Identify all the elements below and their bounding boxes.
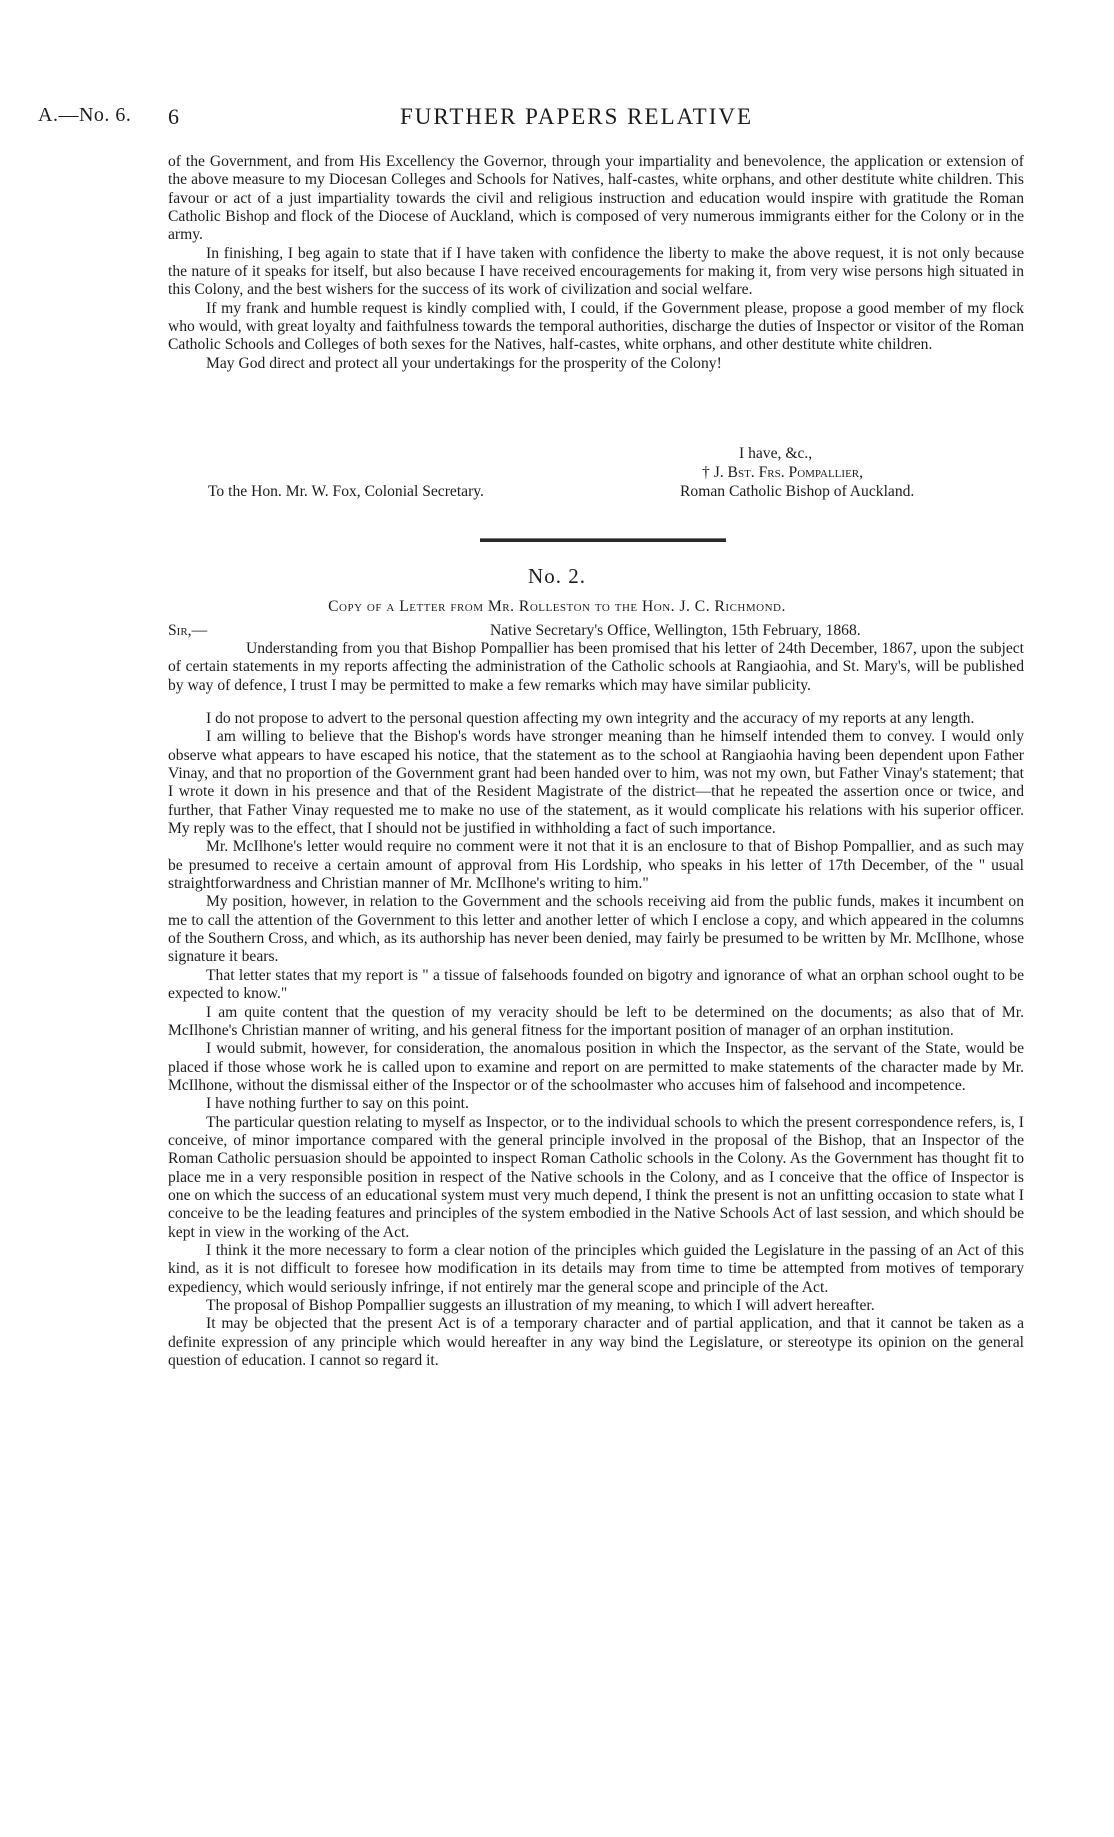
paragraph: My position, however, in relation to the Government and the schools receiving aid from the public funds, makes it incumbent on me to call the attention of the Government to this letter and another letter of which I enclose a copy, and which appeared in the columns of the Southern Cross, and which, as its authorship has never been denied, may fairly be presumed to be written by Mr. McIlhone, whose signature it bears.: [168, 893, 1024, 966]
paragraph: Understanding from you that Bishop Pompallier has been promised that his letter of 24th December, 1867, upon the subject of certain statements in my reports affecting the administration of the Catholic schools at Rangiaohia, and St. Mary's, will be published by way of defence, I trust I may be permitted to make a few remarks which may have similar publicity.: [168, 640, 1024, 694]
section-divider: [480, 538, 726, 542]
paragraph: I think it the more necessary to form a clear notion of the principles which guided the Legislature in the passing of an Act of this kind, as it is not difficult to foresee how modification in its details may from time to time be attempted from motives of temporary expediency, which would seriously infringe, if not entirely mar the general scope and principle of the Act.: [168, 1241, 1024, 1296]
signature-title: Roman Catholic Bishop of Auckland.: [680, 483, 915, 500]
signature: † J. Bst. Frs. Pompallier,: [702, 464, 864, 481]
closing: I have, &c.,: [739, 445, 813, 462]
letter-heading: Copy of a Letter from Mr. Rolleston to the Hon. J. C. Richmond.: [328, 598, 786, 615]
paragraph: The proposal of Bishop Pompallier suggests an illustration of my meaning, to which I will advert hereafter.: [206, 1297, 875, 1314]
letter1-body: [168, 153, 1024, 373]
salutation: Sir,—: [168, 622, 208, 639]
running-title: FURTHER PAPERS RELATIVE: [400, 104, 754, 129]
paragraph: I am willing to believe that the Bishop's words have stronger meaning than he himself intended them to convey. I would only observe what appears to have escaped his notice, that the statement as to the school at Rangiaohia having been dependent upon Father Vinay, and that no proportion of the Government grant had been handed over to him, was not my own, but Father Vinay's statement; that I wrote it down in his presence and that of the Resident Magistrate of the district—that he repeated the assertion once or twice, and further, that Father Vinay requested me to make no use of the statement, as it would complicate his relations with his superior officer. My reply was to the effect, that I should not be justified in withholding a fact of such importance.: [168, 728, 1024, 838]
paragraph: I am quite content that the question of my veracity should be left to be determined on the documents; as also that of Mr. McIlhone's Christian manner of writing, and his general fitness for the important position of manager of an orphan institution.: [168, 1003, 1024, 1039]
paragraph: In finishing, I beg again to state that if I have taken with confidence the liberty to make the above request, it is not only because the nature of it speaks for itself, but also because I have received encouragements for making it, from very wise persons high situated in this Colony, and the best wishers for the success of its work of civilization and social welfare.: [168, 244, 1024, 299]
paragraph: I would submit, however, for consideration, the anomalous position in which the Inspector, as the servant of the State, would be placed if those whose work he is called upon to examine and report on are permitted to make statements of the character made by Mr. McIlhone, without the dismissal either of the Inspector or of the schoolmaster who accuses him of falsehood and incompetence.: [168, 1040, 1024, 1094]
paragraph: May God direct and protect all your undertakings for the prosperity of the Colony!: [206, 354, 722, 372]
paragraph: If my frank and humble request is kindly complied with, I could, if the Government please, propose a good member of my flock who would, with great loyalty and faithfulness towards the temporal authorities, discharge the duties of Inspector or visitor of the Roman Catholic Schools and Colleges of both sexes for the Natives, half-castes, white orphans, and other destitute white children.: [168, 299, 1024, 354]
letter-number: No. 2.: [528, 564, 586, 588]
paragraph: of the Government, and from His Excellency the Governor, through your impartiality and benevolence, the application or extension of the above measure to my Diocesan Colleges and Schools for Natives, half-castes, white orphans, and other destitute white children. This favour or act of a just impartiality towards the civil and religious instruction and education would inspire with gratitude the Roman Catholic Bishop and flock of the Diocese of Auckland, which is composed of very numerous immigrants either for the Colony or in the army.: [168, 153, 1024, 244]
paragraph: Mr. McIlhone's letter would require no comment were it not that it is an enclosure to that of Bishop Pompallier, and as such may be presumed to receive a certain amount of approval from His Lordship, who speaks in his letter of 17th December, of the " usual straightforwardness and Christian manner of Mr. McIlhone's writing to him.": [168, 838, 1024, 893]
document-reference: A.—No. 6.: [38, 104, 132, 126]
paragraph: I have nothing further to say on this point.: [206, 1095, 469, 1113]
paragraph: The particular question relating to myself as Inspector, or to the individual schools to which the present correspondence refers, is, I conceive, of minor importance compared with the general principle involved in the proposal of the Bishop, that an Inspector of the Roman Catholic persuasion should be appointed to inspect Roman Catholic schools in the Colony. As the Government has thought fit to place me in a very responsible position in respect of the Native schools in the Colony, and as I conceive that the office of Inspector is one on which the success of an educational system must very much depend, I think the present is not an unfitting occasion to state what I conceive to be the leading features and principles of the system embodied in the Native Schools Act of last session, and which should be kept in view in the working of the Act.: [168, 1113, 1024, 1241]
addressee: To the Hon. Mr. W. Fox, Colonial Secretary.: [208, 483, 484, 500]
letter2-body: [168, 710, 1024, 1370]
letter2-intro: [168, 640, 1024, 695]
paragraph: That letter states that my report is " a tissue of falsehoods founded on bigotry and ignorance of what an orphan school ought to be expected to know.": [168, 966, 1024, 1003]
dateline: Native Secretary's Office, Wellington, 15th February, 1868.: [490, 622, 861, 639]
paragraph: It may be objected that the present Act is of a temporary character and of partial application, and that it cannot be taken as a definite expression of any principle which would hereafter in any way bind the Legislature, or stereotype its opinion on the general question of education. I cannot so regard it.: [168, 1315, 1024, 1370]
paragraph: I do not propose to advert to the personal question affecting my own integrity and the accuracy of my reports at any length.: [206, 710, 975, 727]
page-number: 6: [168, 104, 180, 129]
